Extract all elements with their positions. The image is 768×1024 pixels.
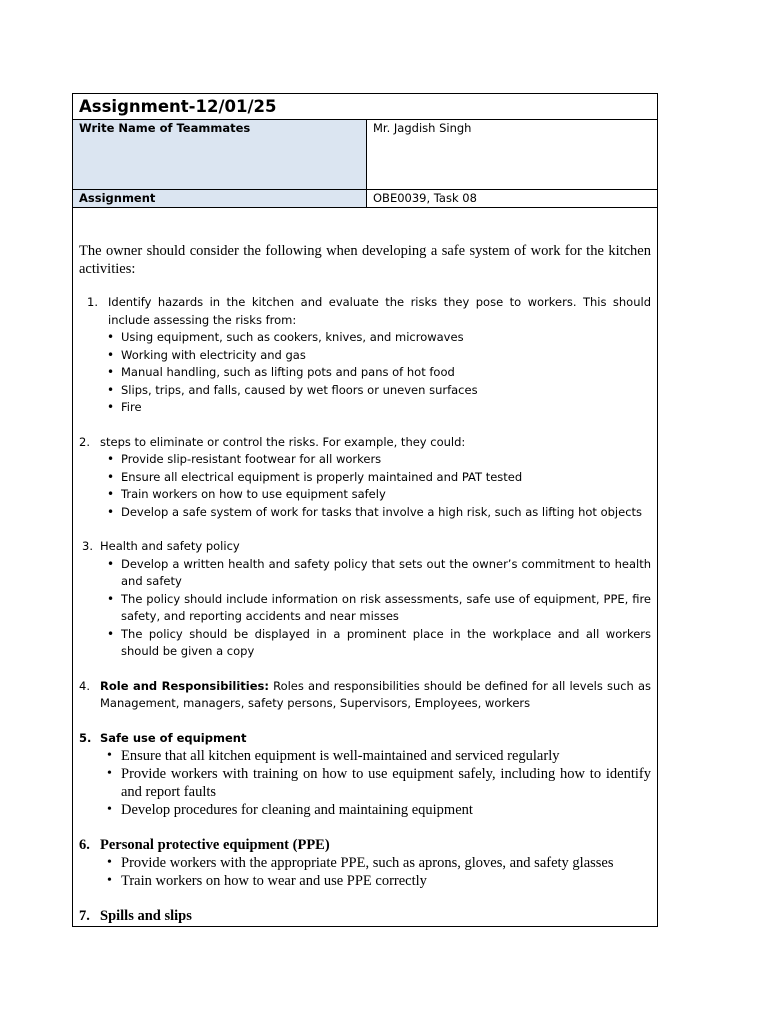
bullet-icon: • [107,748,112,763]
section-number: 3. [82,539,93,553]
bullet-icon: • [107,556,115,571]
bullet-icon: • [107,487,115,501]
assignment-row [73,190,657,208]
bullet-icon: • [107,365,115,379]
section-5 [79,730,651,820]
info-table [73,120,657,208]
list-item: • Develop a safe system of work for tasks that involve a high risk, such as lifting hot objects [79,504,651,522]
assignment-value: OBE0039, Task 08 [367,190,658,208]
bullet-icon: • [107,504,115,519]
section-heading-bold: Role and Responsibilities: [100,678,269,693]
section-number: 2. [79,434,90,449]
section-1 [79,294,651,417]
section-heading-text: steps to eliminate or control the risks. For example, they could: [100,434,466,449]
list-item: • Manual handling, such as lifting pots and pans of hot food [79,364,651,382]
bullet-icon: • [107,330,115,344]
section-heading [79,836,651,854]
section-4 [79,678,651,713]
assignment-title: Assignment-12/01/25 [73,94,657,120]
list-item: • Ensure all electrical equipment is properly maintained and PAT tested [79,469,651,487]
teammates-row [73,120,657,190]
list-item: • Provide slip-resistant footwear for all workers [79,451,651,469]
bullet-icon: • [107,469,115,484]
section-heading-text: Identify hazards in the kitchen and evaluate the risks they pose to workers. This should include assessing the risks from: [108,295,651,327]
list-item: • Provide workers with the appropriate PPE, such as aprons, gloves, and safety glasses [107,855,614,871]
section-number: 7. [79,908,90,924]
bullet-icon: • [107,766,112,781]
body-content [73,242,657,925]
list-item: • Fire [79,399,651,417]
section-heading [79,434,651,452]
assignment-label: Assignment [73,190,367,208]
bullet-icon: • [107,382,115,397]
list-item: • Working with electricity and gas [79,347,651,365]
section-7 [79,907,651,925]
section-heading [79,538,651,556]
section-number: 6. [79,837,90,853]
list-item: • Using equipment, such as cookers, knives, and microwaves [79,329,651,347]
section-3 [79,538,651,661]
section-number: 5. [79,730,92,745]
list-item: • Train workers on how to use equipment safely [79,486,651,504]
assignment-frame [72,93,658,927]
section-heading-text: Health and safety policy [100,539,240,553]
bullet-icon: • [107,802,112,817]
list-item: • Provide workers with training on how to use equipment safely, including how to identify and report faults [107,766,651,800]
list-item: • The policy should be displayed in a prominent place in the workplace and all workers should be given a copy [79,626,651,661]
list-item: • Develop procedures for cleaning and maintaining equipment [107,802,473,818]
section-heading-text: Spills and slips [100,908,192,924]
teammates-value: Mr. Jagdish Singh [367,120,658,190]
list-item: • The policy should include information on risk assessments, safe use of equipment, PPE, fire safety, and reporting accidents and near misses [79,591,651,626]
section-heading-text: Personal protective equipment (PPE) [100,837,330,853]
list-item: • Ensure that all kitchen equipment is well-maintained and serviced regularly [107,748,560,764]
section-2 [79,434,651,522]
bullet-icon: • [107,873,112,888]
list-item: • Train workers on how to wear and use PPE correctly [107,873,427,889]
teammates-label: Write Name of Teammates [73,120,367,190]
section-number: 1. [87,295,98,309]
list-item: • Develop a written health and safety policy that sets out the owner’s commitment to health and safety [79,556,651,591]
bullet-icon: • [107,400,115,414]
section-heading [79,907,651,925]
section-heading-text: Roles and responsibilities should be defined for all levels such as Management, managers, safety persons, Supervisors, Employees, workers [100,678,651,710]
section-number: 4. [79,678,90,693]
bullet-icon: • [107,591,115,606]
section-6 [79,836,651,890]
list-item: • Slips, trips, and falls, caused by wet floors or uneven surfaces [79,382,651,400]
bullet-icon: • [107,347,115,362]
section-heading-text: Safe use of equipment [100,730,247,745]
intro-paragraph: The owner should consider the following when developing a safe system of work for the kitchen activities: [79,243,651,277]
bullet-icon: • [107,452,115,466]
section-heading [79,294,651,329]
section-heading [79,730,651,748]
bullet-icon: • [107,626,115,641]
bullet-icon: • [107,855,112,870]
section-heading [79,678,651,713]
